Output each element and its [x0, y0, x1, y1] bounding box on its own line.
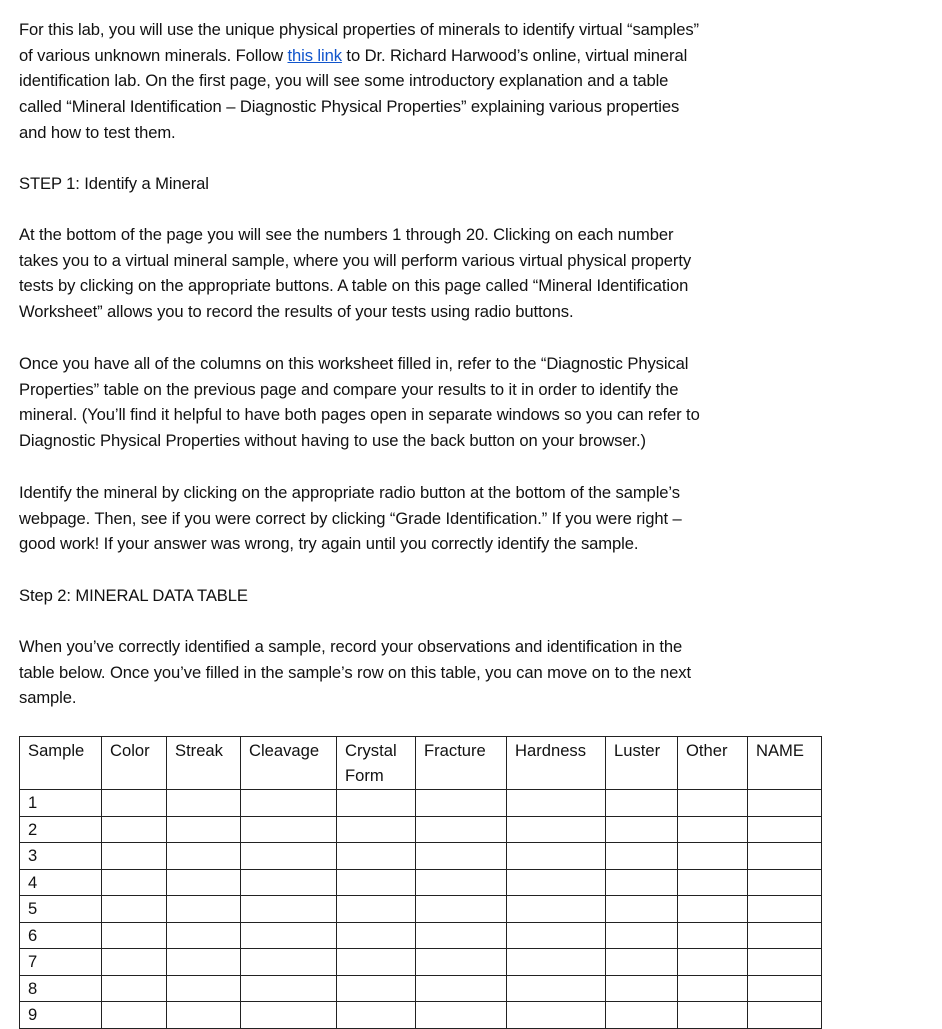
table-cell[interactable] [507, 869, 606, 896]
table-cell[interactable] [748, 790, 822, 817]
sample-number: 7 [20, 949, 102, 976]
table-cell[interactable] [337, 843, 416, 870]
column-header: NAME [748, 737, 822, 790]
table-cell[interactable] [606, 816, 678, 843]
table-cell[interactable] [678, 790, 748, 817]
table-cell[interactable] [241, 816, 337, 843]
table-cell[interactable] [167, 843, 241, 870]
table-cell[interactable] [337, 1002, 416, 1029]
table-row [20, 1002, 822, 1029]
table-cell[interactable] [337, 896, 416, 923]
text: to Dr. Richard Harwood’s online, virtual mineral [341, 45, 688, 65]
table-cell[interactable] [337, 790, 416, 817]
text-line: Identify the mineral by clicking on the appropriate radio button at the bottom of the sample’s [19, 483, 680, 502]
step1-heading: STEP 1: Identify a Mineral [19, 174, 209, 193]
table-cell[interactable] [167, 922, 241, 949]
text-line: sample. [19, 688, 77, 708]
table-cell[interactable] [241, 1002, 337, 1029]
text-line: and how to test them. [19, 122, 176, 142]
table-cell[interactable] [748, 922, 822, 949]
table-cell[interactable] [167, 869, 241, 896]
table-cell[interactable] [507, 949, 606, 976]
table-cell[interactable] [241, 896, 337, 923]
table-cell[interactable] [102, 896, 167, 923]
text-line: For this lab, you will use the unique physical properties of minerals to identify virtual “samples” [19, 20, 699, 39]
table-cell[interactable] [507, 975, 606, 1002]
sample-number: 3 [20, 843, 102, 870]
table-cell[interactable] [507, 922, 606, 949]
table-cell[interactable] [337, 949, 416, 976]
table-cell[interactable] [748, 843, 822, 870]
table-cell[interactable] [748, 869, 822, 896]
table-cell[interactable] [678, 1002, 748, 1029]
column-header: Sample [20, 737, 102, 790]
step2-heading: Step 2: MINERAL DATA TABLE [19, 586, 248, 605]
sample-number: 6 [20, 922, 102, 949]
table-cell[interactable] [167, 790, 241, 817]
column-header: Luster [606, 737, 678, 790]
table-cell[interactable] [241, 975, 337, 1002]
text-line: Diagnostic Physical Properties without having to use the back button on your browser.) [19, 431, 646, 451]
table-cell[interactable] [416, 922, 507, 949]
table-cell[interactable] [167, 975, 241, 1002]
text-line: Once you have all of the columns on this worksheet filled in, refer to the “Diagnostic Physical [19, 354, 689, 373]
text-line: webpage. Then, see if you were correct by clicking “Grade Identification.” If you were right – [19, 508, 682, 528]
table-cell[interactable] [678, 922, 748, 949]
intro-paragraph [19, 17, 699, 145]
table-cell[interactable] [337, 975, 416, 1002]
table-cell[interactable] [241, 869, 337, 896]
column-header: Color [102, 737, 167, 790]
step2-paragraph [19, 634, 691, 711]
table-cell[interactable] [748, 816, 822, 843]
table-cell[interactable] [102, 790, 167, 817]
table-cell[interactable] [507, 790, 606, 817]
table-cell[interactable] [606, 869, 678, 896]
table-row [20, 843, 822, 870]
table-cell[interactable] [337, 869, 416, 896]
table-cell[interactable] [167, 949, 241, 976]
column-header: Crystal Form [337, 737, 416, 790]
table-cell[interactable] [606, 975, 678, 1002]
table-cell[interactable] [507, 896, 606, 923]
table-cell[interactable] [241, 843, 337, 870]
table-cell[interactable] [678, 896, 748, 923]
table-cell[interactable] [507, 1002, 606, 1029]
table-row [20, 949, 822, 976]
column-header: Fracture [416, 737, 507, 790]
table-cell[interactable] [102, 1002, 167, 1029]
table-row [20, 896, 822, 923]
table-cell[interactable] [241, 922, 337, 949]
table-cell[interactable] [678, 843, 748, 870]
lab-link[interactable]: this link [287, 45, 342, 65]
table-cell[interactable] [507, 816, 606, 843]
table-cell[interactable] [748, 896, 822, 923]
table-cell[interactable] [678, 975, 748, 1002]
sample-number: 2 [20, 816, 102, 843]
table-cell[interactable] [102, 869, 167, 896]
sample-number: 5 [20, 896, 102, 923]
table-cell[interactable] [241, 949, 337, 976]
table-cell[interactable] [606, 1002, 678, 1029]
step1-paragraph-1 [19, 222, 691, 325]
text-line: identification lab. On the first page, you will see some introductory explanation and a table [19, 71, 669, 91]
step1-paragraph-3 [19, 480, 682, 557]
table-cell[interactable] [337, 816, 416, 843]
table-cell[interactable] [416, 869, 507, 896]
table-cell[interactable] [507, 843, 606, 870]
text-line: Properties” table on the previous page and compare your results to it in order to identify the [19, 379, 679, 399]
text-line: table below. Once you’ve filled in the sample’s row on this table, you can move on to the next [19, 662, 691, 682]
table-cell[interactable] [416, 949, 507, 976]
table-cell[interactable] [606, 896, 678, 923]
table-row [20, 922, 822, 949]
text-line: good work! If your answer was wrong, try again until you correctly identify the sample. [19, 534, 639, 554]
sample-number: 9 [20, 1002, 102, 1029]
table-cell[interactable] [337, 922, 416, 949]
text-line: mineral. (You’ll find it helpful to have both pages open in separate windows so you can refer to [19, 405, 700, 425]
text-line: called “Mineral Identification – Diagnostic Physical Properties” explaining various properties [19, 97, 680, 117]
table-cell[interactable] [748, 975, 822, 1002]
column-header: Cleavage [241, 737, 337, 790]
table-cell[interactable] [102, 922, 167, 949]
table-cell[interactable] [416, 843, 507, 870]
table-cell[interactable] [416, 975, 507, 1002]
table-cell[interactable] [678, 949, 748, 976]
text-line: Worksheet” allows you to record the results of your tests using radio buttons. [19, 302, 574, 322]
table-cell[interactable] [416, 790, 507, 817]
text-line: tests by clicking on the appropriate buttons. A table on this page called “Mineral Identification [19, 276, 689, 296]
step1-paragraph-2 [19, 351, 700, 454]
table-cell[interactable] [241, 790, 337, 817]
sample-number: 8 [20, 975, 102, 1002]
table-cell[interactable] [748, 949, 822, 976]
table-cell[interactable] [678, 869, 748, 896]
table-cell[interactable] [167, 1002, 241, 1029]
table-row [20, 790, 822, 817]
table-cell[interactable] [606, 922, 678, 949]
sample-number: 1 [20, 790, 102, 817]
table-cell[interactable] [748, 1002, 822, 1029]
table-row [20, 869, 822, 896]
table-cell[interactable] [167, 896, 241, 923]
table-cell[interactable] [416, 816, 507, 843]
sample-number: 4 [20, 869, 102, 896]
table-cell[interactable] [606, 949, 678, 976]
table-cell[interactable] [416, 896, 507, 923]
table-cell[interactable] [102, 843, 167, 870]
column-header: Streak [167, 737, 241, 790]
text-line: When you’ve correctly identified a sample, record your observations and identification in the [19, 637, 683, 656]
table-cell[interactable] [678, 816, 748, 843]
table-cell[interactable] [167, 816, 241, 843]
text-line: takes you to a virtual mineral sample, where you will perform various virtual physical property [19, 250, 692, 270]
table-cell[interactable] [416, 1002, 507, 1029]
mineral-data-table [19, 736, 822, 1029]
table-row [20, 816, 822, 843]
table-cell[interactable] [606, 843, 678, 870]
table-cell[interactable] [606, 790, 678, 817]
table-row [20, 975, 822, 1002]
text: of various unknown minerals. Follow [19, 45, 288, 65]
table-header-row [20, 737, 822, 790]
table-cell[interactable] [102, 816, 167, 843]
column-header: Other [678, 737, 748, 790]
table-cell[interactable] [102, 975, 167, 1002]
column-header: Hardness [507, 737, 606, 790]
text-line [19, 43, 699, 69]
text-line: At the bottom of the page you will see the numbers 1 through 20. Clicking on each number [19, 225, 674, 244]
table-cell[interactable] [102, 949, 167, 976]
